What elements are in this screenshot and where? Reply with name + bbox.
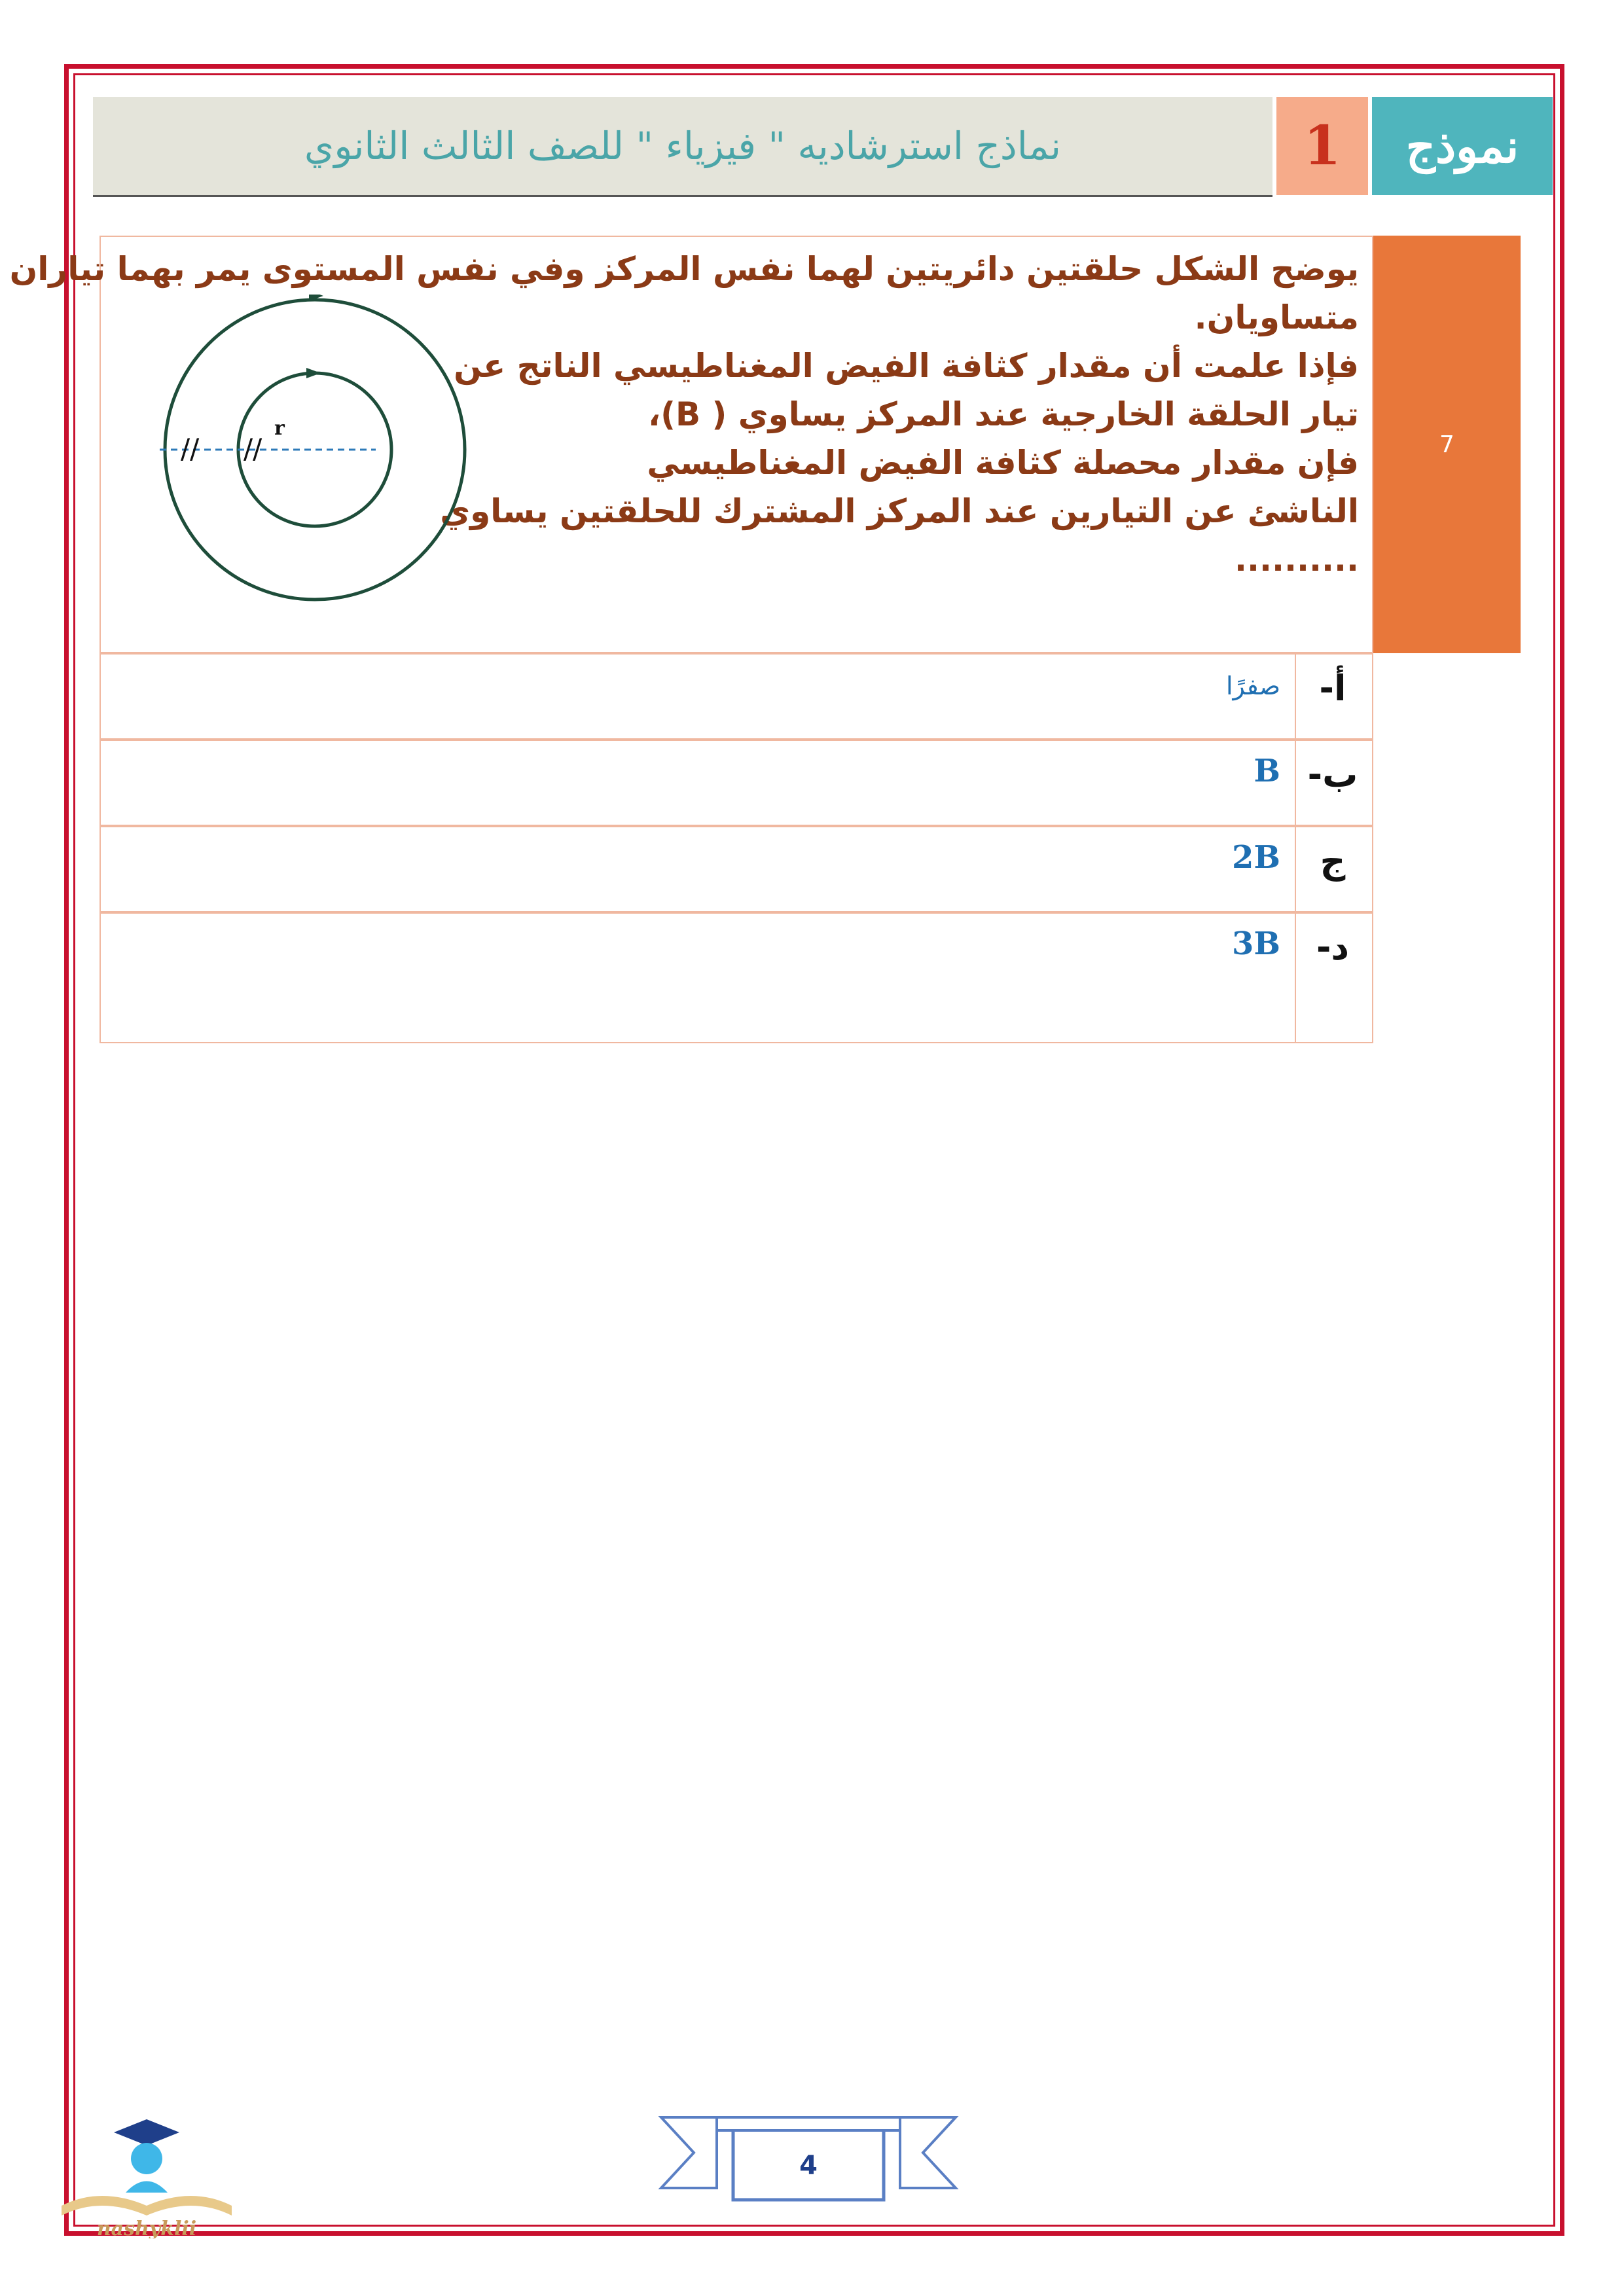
option-cell: [101, 655, 1296, 738]
option-letter: ب-: [1307, 754, 1358, 795]
question-line: فإن مقدار محصلة كثافة الفيض المغناطيسي: [647, 444, 1359, 482]
concentric-rings-figure: [160, 295, 474, 609]
question-line: الناشئ عن التيارين عند المركز المشترك للحلقتين يساوي: [440, 492, 1359, 530]
question-line: تيار الحلقة الخارجية عند المركز يساوي ( B)،: [648, 395, 1359, 433]
option-value: 2B: [1232, 839, 1280, 876]
site-logo: [48, 2108, 245, 2238]
question-line: ..........: [1235, 541, 1359, 579]
question-table: [9, 236, 1521, 1050]
equal-mark-right: //: [244, 433, 262, 465]
option-value: صفرًا: [1225, 672, 1280, 700]
inner-current-arrow: [306, 368, 321, 378]
option-value: 3B: [1232, 925, 1280, 962]
option-value: B: [1254, 753, 1280, 789]
option-row[interactable]: [99, 740, 1373, 826]
page-number-ribbon: [658, 2111, 959, 2209]
option-cell: [101, 914, 1296, 1042]
header-model-number: 1: [1276, 97, 1368, 195]
option-letter: أ-: [1319, 668, 1346, 709]
option-row[interactable]: [99, 826, 1373, 912]
page-number: 4: [799, 2151, 818, 2181]
question-line: فإذا علمت أن مقدار كثافة الفيض المغناطيسي الناتج عن: [454, 347, 1359, 385]
option-letter: ج: [1320, 840, 1346, 882]
option-row[interactable]: [99, 912, 1373, 1043]
question-line: متساويان.: [1194, 298, 1359, 336]
logo-text: nashyklii: [96, 2217, 197, 2238]
option-row[interactable]: [99, 653, 1373, 740]
question-body: [9, 236, 1373, 653]
equal-mark-left: //: [181, 433, 200, 465]
option-letter: د-: [1316, 927, 1350, 968]
question-line: يوضح الشكل حلقتين دائريتين لهما نفس المركز وفي نفس المستوى يمر بهما تياران: [9, 250, 1359, 288]
option-cell: [101, 741, 1296, 825]
header-model-label: نموذج: [1372, 97, 1553, 195]
radius-label: r: [274, 417, 285, 440]
header-title: نماذج استرشاديه " فيزياء " للصف الثالث الثانوي: [93, 97, 1272, 197]
question-number: 7: [1373, 236, 1521, 653]
option-cell: [101, 827, 1296, 911]
